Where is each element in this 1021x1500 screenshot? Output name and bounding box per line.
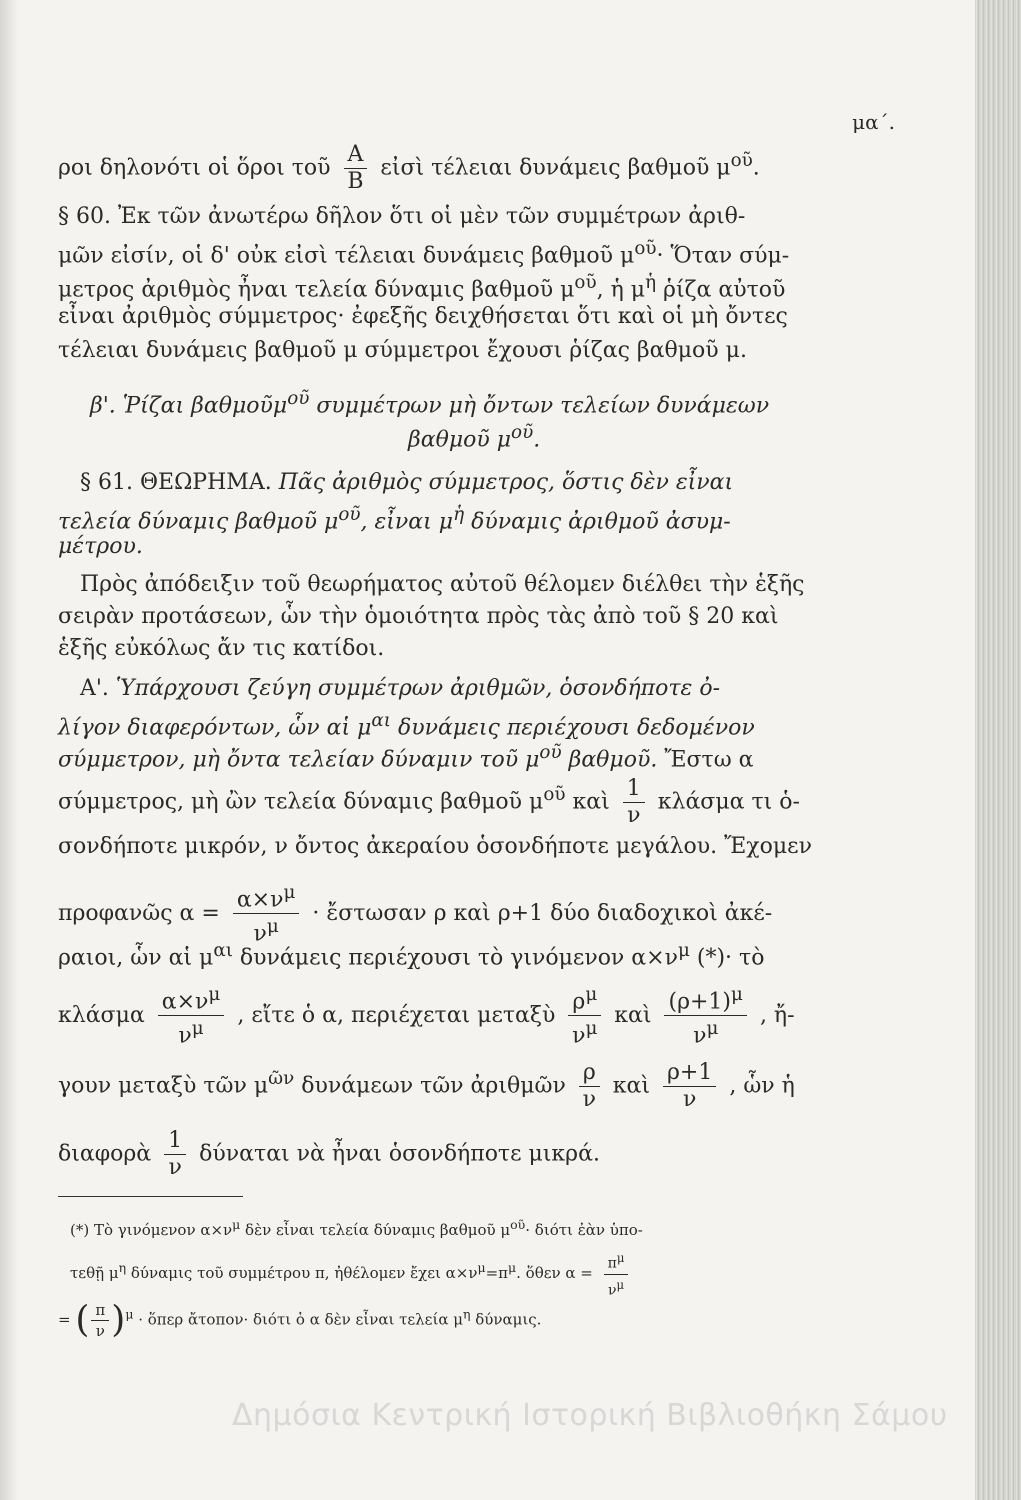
text-span: (*) Τὸ γινόμενον α×ν [70,1221,233,1239]
fraction-denominator: ν [627,803,641,828]
text-span: δύναται νὰ ἦναι ὁσονδήποτε μικρά. [199,1141,600,1167]
fraction-denominator [664,1016,746,1049]
text-span: (ρ+1) [668,989,732,1015]
text-span: (*)· τὸ [689,945,765,971]
superscript: οῦ [338,504,361,525]
equation-line [58,1060,958,1113]
superscript: οῦ [539,742,562,763]
text-line [58,336,958,366]
text-line [58,202,958,232]
text-span: γουν μεταξὺ τῶν μ [58,1073,269,1099]
text-span: τεθῇ μ [70,1264,119,1283]
superscript: οῦ [730,150,753,172]
text-span: καὶ [614,1002,652,1028]
superscript: οῦ [511,422,534,443]
text-span: μετρος ἀριθμὸς ἦναι τελεία δύναμις βαθμοῦ μ [58,277,575,303]
text-span: σονδήποτε μικρόν, ν ὄντος ἀκεραίου ὁσονδήποτε μεγάλου. Ἔχομεν [58,834,812,859]
superscript: μ [208,984,221,1005]
text-span: δύναμις ἀριθμοῦ ἀσυμ- [464,509,731,535]
text-span: διαφορὰ [58,1141,152,1167]
text-line [80,674,980,704]
text-span: καὶ [565,789,610,815]
text-span: σύμμετρος, μὴ ὢν τελεία δύναμις βαθμοῦ μ [58,789,544,815]
text-span: , ὧν ἡ [729,1073,795,1099]
text-span: κλάσμα [58,1002,145,1028]
text-span: § 60. Ἐκ τῶν ἀνωτέρω δῆλον ὅτι οἱ μὲν τῶν συμμέτρων ἀριθ- [58,204,746,229]
fraction-pi-nu [604,1248,629,1300]
text-span: τελεία δύναμις βαθμοῦ μ [58,509,339,535]
superscript: μ [731,984,743,1005]
superscript: οῦ [543,784,566,806]
text-line [58,602,958,632]
fraction-rho-plus-one-nu [664,982,746,1050]
superscript: μ [191,1018,204,1040]
superscript: αι [371,710,391,731]
text-span: βαθμοῦ μ [408,427,512,453]
fraction-numerator: 1 [623,776,645,803]
superscript: μ [508,1260,517,1276]
text-span: . [533,427,541,453]
superscript: η [118,1260,127,1276]
fraction-numerator [233,880,300,914]
close-paren: ) [111,1299,126,1341]
fraction-denominator: ν [168,1155,182,1180]
section-heading-cont [408,418,1021,455]
text-span: π [607,1255,617,1272]
superscript: μ [585,984,598,1005]
fraction-denominator [568,1016,601,1049]
text-line [58,776,958,829]
fraction-rho-over-nu [579,1060,600,1113]
superscript: ῶν [268,1068,295,1090]
fraction-numerator: π [91,1300,109,1321]
text-span: ρ [572,989,586,1015]
text-span: ῥίζα αὐτοῦ [656,277,786,303]
text-span: ἑξῆς εὐκόλως ἄν τις κατίδοι. [58,636,385,661]
text-span: ροι δηλονότι οἱ ὅροι τοῦ [58,155,331,181]
text-span: δὲν εἶναι τελεία δύναμις βαθμοῦ μ [240,1221,511,1239]
superscript: οῦ [510,1217,526,1232]
footnote-line [70,1248,950,1300]
text-span: λίγον διαφερόντων, ὧν αἱ μ [58,715,372,741]
fraction-numerator [604,1248,629,1275]
text-span: προφανῶς α = [58,900,220,926]
fraction-pi-over-nu [91,1300,109,1341]
equation-line [58,1128,958,1181]
text-line [58,234,958,271]
text-span: δύναμις τοῦ συμμέτρου π, ἠθέλομεν ἔχει α×ν [126,1264,478,1283]
equation-line [58,982,958,1050]
fraction-denominator: ν [95,1322,105,1340]
superscript: οῦ [634,238,657,259]
fraction-denominator: ν [683,1087,697,1112]
text-span: μέτρου. [58,534,143,559]
superscript: η [462,1306,471,1322]
text-span: συμμέτρων μὴ ὄντων τελείων δυνάμεων [309,393,770,419]
text-line [58,302,958,332]
fraction-denominator: B [347,169,364,194]
theorem-line [80,468,980,498]
superscript: μ [125,1306,134,1322]
fraction-numerator: A [344,142,368,169]
page-gutter-shadow [0,0,18,1500]
text-line [58,268,958,305]
text-span: κλάσμα τι ὁ- [657,789,800,815]
superscript: αι [213,940,233,961]
text-span: σειρὰν προτάσεων, ὧν τὴν ὁμοιότητα πρὸς τὰς ἀπὸ τοῦ § 20 καὶ [58,604,779,629]
page-number: μα΄. [852,110,895,134]
superscript: μ [232,1217,241,1232]
text-span: τέλειαι δυνάμεις βαθμοῦ μ σύμμετροι ἔχουσι ῥίζας βαθμοῦ μ. [58,338,747,363]
footnote-line [58,1300,938,1341]
fraction-a-over-b [344,142,368,195]
superscript: οῦ [574,272,597,293]
fraction-numerator [158,982,225,1016]
text-span: = [58,1310,71,1329]
fraction-rho-plus-one-over-nu [663,1060,716,1113]
text-line [58,936,958,973]
text-span: Πᾶς ἀριθμὸς σύμμετρος, ὅστις δὲν εἶναι [271,470,734,495]
superscript: μ [616,1251,625,1265]
text-span: · Ὅταν σύμ- [656,243,790,269]
book-page-edges [975,0,1021,1500]
fraction-numerator: ρ [579,1060,600,1087]
fraction-rho-nu [568,982,601,1050]
text-span: , εἴτε ὁ α, περιέχεται μεταξὺ [237,1002,556,1028]
text-span: α×ν [161,989,209,1015]
text-span: ν [572,1023,586,1049]
text-span: · ὅπερ ἄτοπον· διότι ὁ α δὲν εἶναι τελεία μ [138,1310,463,1329]
text-span: , ἤ- [759,1002,795,1028]
text-span: · ἔστωσαν ρ καὶ ρ+1 δύο διαδοχικοὶ ἀκέ- [312,900,773,926]
superscript: μ [616,1277,625,1292]
superscript: μ [706,1018,719,1040]
text-span: . [752,155,760,181]
superscript: οῦ [287,388,310,409]
text-span: βαθμοῦ. [561,747,658,773]
fraction-denominator [158,1016,225,1049]
text-span: δυνάμεις περιέχουσι τὸ γινόμενον α×ν [232,945,678,971]
fraction-numerator [568,982,601,1016]
text-span: καὶ [612,1073,650,1099]
text-line [58,738,958,775]
text-span: β'. Ῥίζαι βαθμοῦμ [90,393,288,419]
text-span: α×ν [236,887,284,913]
fraction-alpha-nu [158,982,225,1050]
section-heading [90,384,990,421]
fraction-one-over-nu [164,1128,186,1181]
text-span: σύμμετρον, μὴ ὄντα τελείαν δύναμιν τοῦ μ [58,747,540,773]
fraction-numerator [664,982,746,1016]
footnote-rule [58,1196,243,1197]
text-span: , εἶναι μ [360,509,454,535]
text-span: ν [178,1023,192,1049]
superscript: ἡ [645,272,657,293]
text-span: · διότι ἐὰν ὑπο- [525,1221,643,1239]
text-span: δυνάμεις περιέχουσι δεδομένον [390,715,755,741]
text-span: ν [693,1023,707,1049]
superscript: μ [266,916,279,938]
text-span: δύναμις. [470,1310,542,1329]
theorem-line [58,532,958,562]
fraction-denominator [604,1275,629,1301]
text-span: Ἔστω α [657,747,754,773]
text-line [80,570,980,600]
superscript: μ [585,1018,598,1040]
fraction-numerator: 1 [164,1128,186,1155]
text-span: ν [253,921,267,947]
text-span: Πρὸς ἀπόδειξιν τοῦ θεωρήματος αὐτοῦ θέλομεν διέλθει τὴν ἑξῆς [80,572,805,597]
text-line [58,832,958,862]
text-span: , ἡ μ [596,277,646,303]
superscript: ἡ [453,504,465,525]
superscript: μ [283,882,296,903]
superscript: μ [477,1260,486,1276]
item-label: Α'. [80,676,109,701]
footnote-line [70,1214,950,1241]
text-line [58,634,958,664]
text-span: δυνάμεων τῶν ἀριθμῶν [294,1073,566,1099]
text-line [58,142,958,195]
text-span: Ὑπάρχουσι ζεύγη συμμέτρων ἀριθμῶν, ὁσονδήποτε ὀ- [108,676,721,701]
text-span: ν [608,1282,617,1299]
fraction-one-over-nu [623,776,645,829]
text-span: εἰσὶ τέλειαι δυνάμεις βαθμοῦ μ [380,155,731,181]
fraction-denominator: ν [582,1087,596,1112]
theorem-label: § 61. ΘΕΩΡΗΜΑ. [80,470,272,495]
text-span: μῶν εἰσίν, οἱ δ' οὐκ εἰσὶ τέλειαι δυνάμεις βαθμοῦ μ [58,243,635,269]
text-span: =π [485,1264,509,1283]
text-span: . ὅθεν α = [516,1264,593,1283]
superscript: μ [677,940,690,961]
open-paren: ( [75,1299,90,1341]
fraction-numerator: ρ+1 [663,1060,716,1087]
text-span: εἶναι ἀριθμὸς σύμμετρος· ἐφεξῆς δειχθήσεται ὅτι καὶ οἱ μὴ ὄντες [58,304,788,329]
text-span: ραιοι, ὧν αἱ μ [58,945,214,971]
library-watermark: Δημόσια Κεντρική Ιστορική Βιβλιοθήκη Σάμου [232,1398,948,1433]
